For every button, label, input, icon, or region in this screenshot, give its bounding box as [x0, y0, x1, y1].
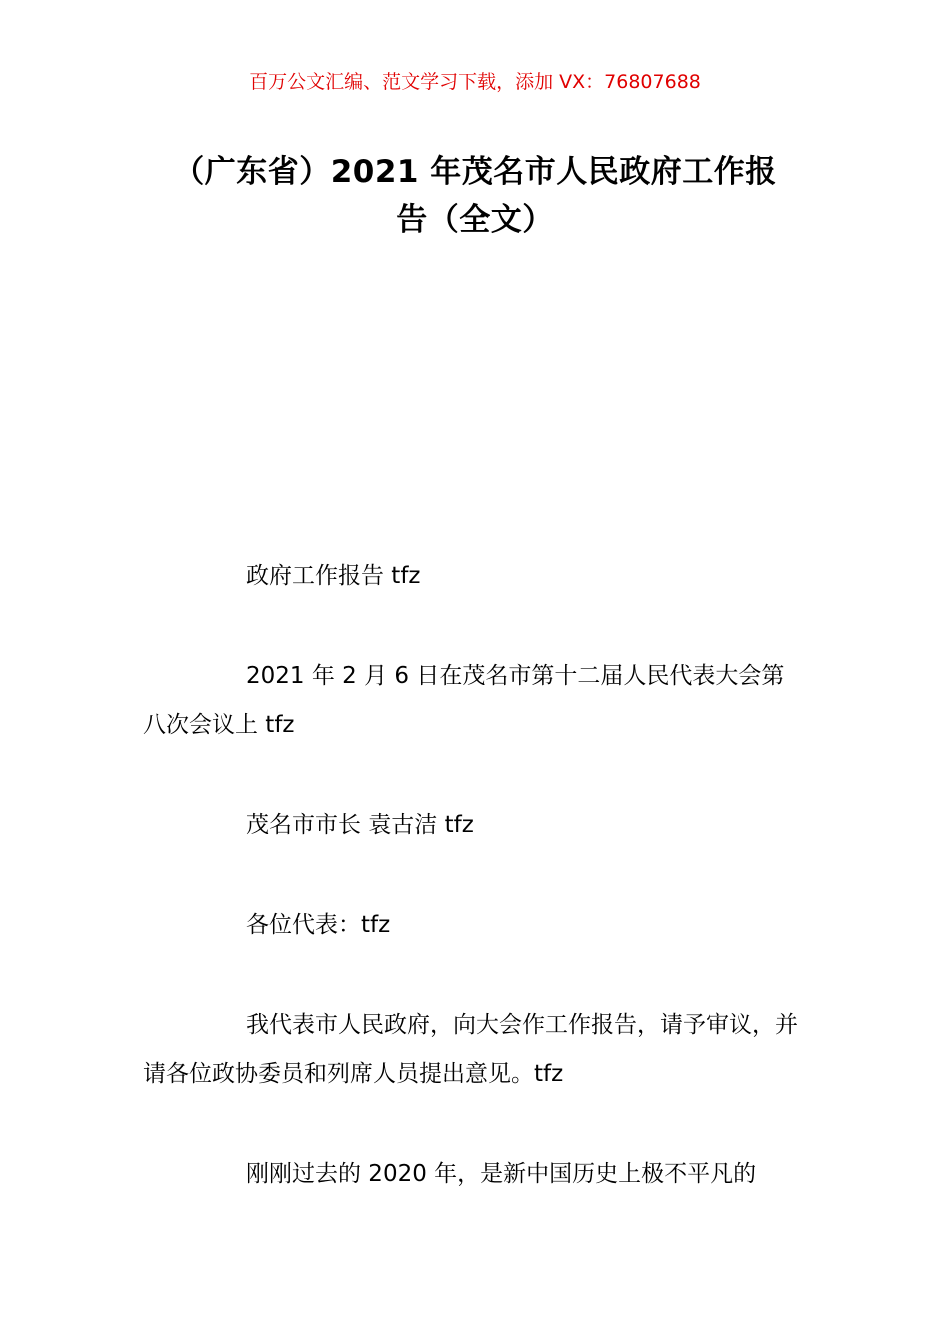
- document-body: [143, 552, 807, 1250]
- paragraph-report-heading: 政府工作报告 tfz: [246, 563, 421, 589]
- paragraph-review-2020: 刚刚过去的 2020 年，是新中国历史上极不平凡的: [246, 1161, 757, 1187]
- document-title-line-1: （广东省）2021 年茂名市人民政府工作报: [173, 154, 777, 190]
- paragraph-salutation: 各位代表：tfz: [246, 912, 391, 938]
- paragraph-meeting-date: 2021 年 2 月 6 日在茂名市第十二届人民代表大会第八次会议上 tfz: [143, 663, 785, 738]
- document-title: [143, 148, 807, 244]
- paragraph-intro: 我代表市人民政府，向大会作工作报告，请予审议，并请各位政协委员和列席人员提出意见。tfz: [143, 1012, 798, 1087]
- paragraph-mayor: 茂名市市长 袁古洁 tfz: [246, 812, 474, 838]
- header-download-note: 百万公文汇编、范文学习下载，添加 VX：76807688: [249, 71, 701, 93]
- document-title-line-2: 告（全文）: [396, 202, 554, 238]
